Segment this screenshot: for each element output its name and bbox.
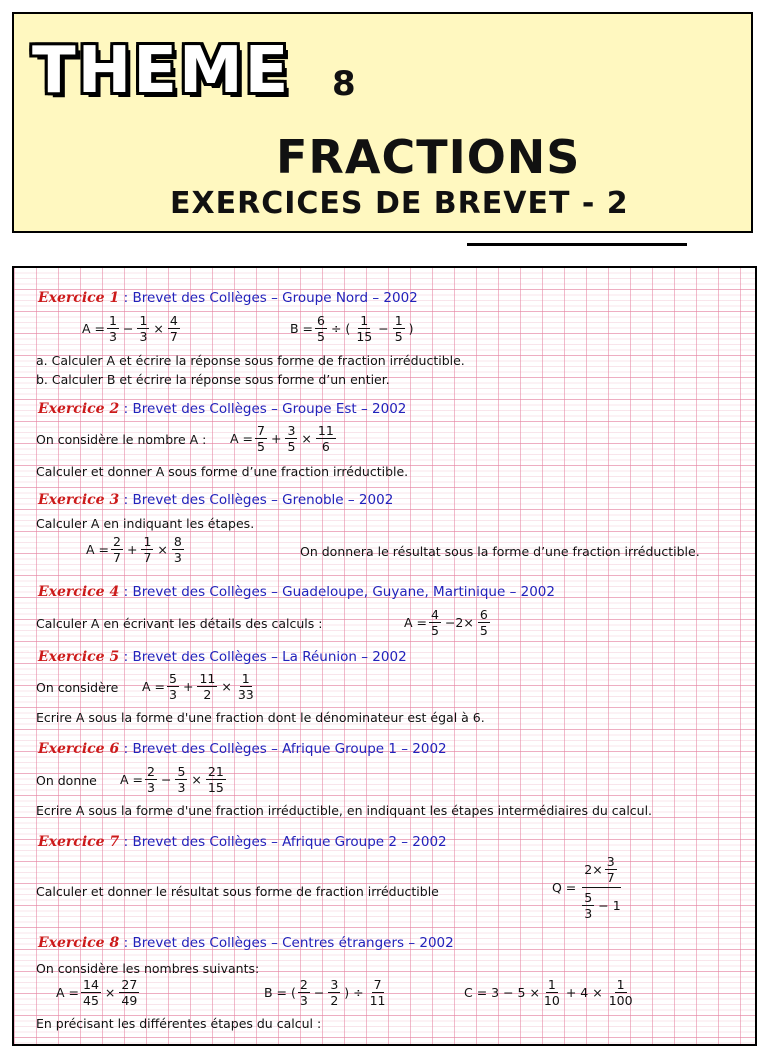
exercise-6-question: Ecrire A sous la forme d'une fraction irréductible, en indiquant les étapes intermédiaires du calcul. bbox=[36, 803, 653, 818]
exercise-1-heading bbox=[38, 290, 418, 306]
exercise-5-intro: On considère bbox=[36, 680, 119, 695]
exercise-1-expression-b: B = $\frac{6}{5}$ ÷ ( $\frac{1}{15}$ − $\frac{1}{5}$ ) bbox=[290, 313, 414, 344]
exercise-3-expression: A = $\frac{2}{7}$ + $\frac{1}{7}$ × $\frac{8}{3}$ bbox=[86, 534, 182, 565]
exercise-2-question: Calculer et donner A sous forme d’une fraction irréductible. bbox=[36, 464, 409, 479]
exercise-7-heading bbox=[38, 834, 447, 850]
exercise-7-question: Calculer et donner le résultat sous forme de fraction irréductible bbox=[36, 884, 439, 899]
exercise-6-expression: A = $\frac{2}{3}$ − $\frac{5}{3}$ × $\frac{21}{15}$ bbox=[120, 764, 224, 795]
exercise-1-question-b: b. Calculer B et écrire la réponse sous forme d’un entier. bbox=[36, 372, 390, 387]
exercise-8-cut-line: En précisant les différentes étapes du calcul : bbox=[36, 1016, 322, 1031]
exercise-3-heading bbox=[38, 492, 393, 508]
exercise-label: Exercice 4 bbox=[38, 584, 120, 600]
exercise-5-heading bbox=[38, 649, 407, 665]
exercise-title: : Brevet des Collèges – Groupe Est – 2002 bbox=[123, 401, 407, 417]
exercise-8-heading bbox=[38, 935, 454, 951]
exercise-title: : Brevet des Collèges – Afrique Groupe 2 – 2002 bbox=[123, 834, 447, 850]
divider-rule bbox=[467, 243, 687, 246]
exercise-8-expression-a: A = $\frac{14}{45}$ × $\frac{27}{49}$ bbox=[56, 977, 138, 1008]
theme-number: 8 bbox=[332, 64, 356, 104]
exercise-title: : Brevet des Collèges – Centres étrangers – 2002 bbox=[123, 935, 454, 951]
exercise-4-intro: Calculer A en écrivant les détails des calculs : bbox=[36, 616, 323, 631]
exercise-5-question: Ecrire A sous la forme d'une fraction dont le dénominateur est égal à 6. bbox=[36, 710, 485, 725]
theme-header bbox=[12, 12, 753, 233]
exercise-label: Exercice 3 bbox=[38, 492, 120, 508]
exercise-2-heading bbox=[38, 401, 406, 417]
exercise-title: : Brevet des Collèges – Grenoble – 2002 bbox=[123, 492, 394, 508]
exercise-8-expression-b: B = ( $\frac{2}{3}$ − $\frac{3}{2}$ ) ÷ $\frac{7}{11}$ bbox=[264, 977, 386, 1008]
exercise-1-question-a: a. Calculer A et écrire la réponse sous forme de fraction irréductible. bbox=[36, 353, 465, 368]
exercise-6-heading bbox=[38, 741, 447, 757]
exercise-label: Exercice 1 bbox=[38, 290, 120, 306]
exercise-2-intro: On considère le nombre A : bbox=[36, 432, 207, 447]
exercise-label: Exercice 6 bbox=[38, 741, 120, 757]
exercise-8-intro: On considère les nombres suivants: bbox=[36, 961, 260, 976]
exercise-title: : Brevet des Collèges – Guadeloupe, Guyane, Martinique – 2002 bbox=[123, 584, 555, 600]
page-title: FRACTIONS bbox=[276, 130, 581, 184]
exercise-8-expression-c: C = 3 − 5 × $\frac{1}{10}$ + 4 × $\frac{1}{100}$ bbox=[464, 977, 633, 1008]
exercise-3-note: On donnera le résultat sous la forme d’une fraction irréductible. bbox=[300, 544, 700, 559]
exercise-1-expression-a: A = $\frac{1}{3}$ − $\frac{1}{3}$ × $\frac{4}{7}$ bbox=[82, 313, 178, 344]
exercise-5-expression: A = $\frac{5}{3}$ + $\frac{11}{2}$ × $\frac{1}{33}$ bbox=[142, 671, 254, 702]
exercise-4-heading bbox=[38, 584, 555, 600]
exercise-3-intro: Calculer A en indiquant les étapes. bbox=[36, 516, 255, 531]
exercise-sheet bbox=[12, 266, 757, 1046]
theme-word: THEME bbox=[32, 34, 291, 108]
exercise-4-expression: A = $\frac{4}{5}$ −2× $\frac{6}{5}$ bbox=[404, 607, 488, 638]
exercise-label: Exercice 7 bbox=[38, 834, 120, 850]
exercise-label: Exercice 5 bbox=[38, 649, 120, 665]
page-subtitle: EXERCICES DE BREVET - 2 bbox=[170, 186, 629, 221]
exercise-label: Exercice 8 bbox=[38, 935, 120, 951]
exercise-6-intro: On donne bbox=[36, 773, 97, 788]
exercise-7-expression: Q = 2× $\frac{3}{7}$ $\frac{5}{3}$ − 1 bbox=[552, 854, 621, 921]
exercise-title: : Brevet des Collèges – Afrique Groupe 1 – 2002 bbox=[123, 741, 447, 757]
exercise-title: : Brevet des Collèges – La Réunion – 2002 bbox=[123, 649, 407, 665]
exercise-label: Exercice 2 bbox=[38, 401, 120, 417]
exercise-2-expression: A = $\frac{7}{5}$ + $\frac{3}{5}$ × $\frac{11}{6}$ bbox=[230, 423, 334, 454]
exercise-title: : Brevet des Collèges – Groupe Nord – 2002 bbox=[123, 290, 418, 306]
